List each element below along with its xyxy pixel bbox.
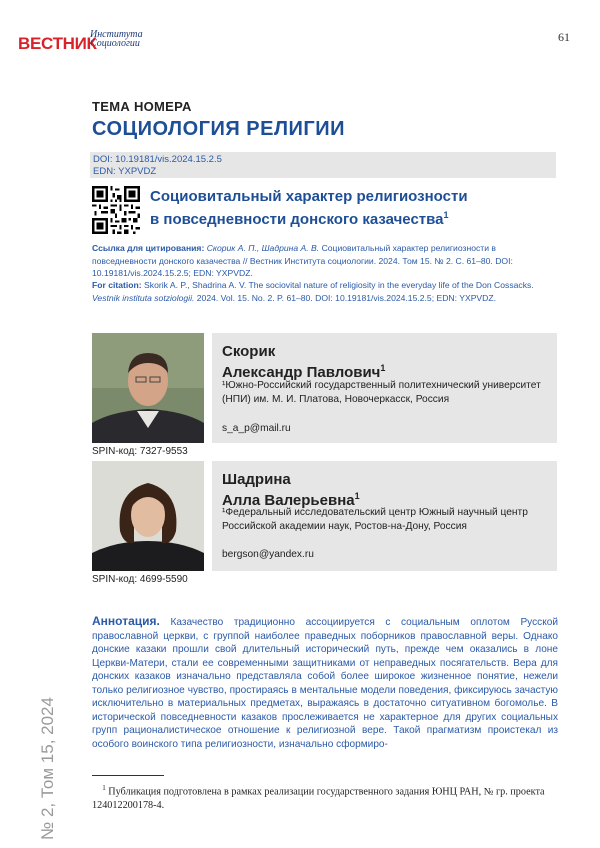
citation-english [92,279,562,304]
citation-ru-text: Социовитальный характер религиозности в повседневности донского казачества // Вестник Института социологии. 2024. Том 15. № 2. С. 61–80. DOI: 10.19181/vis.2024.15.2.5; EDN: YXPVDZ. [92,243,513,278]
logo-sub-line-1: Института [90,29,143,40]
logo-main-text: ВЕСТНИК [18,34,97,53]
author-email[interactable]: s_a_p@mail.ru [222,423,291,434]
qr-code-icon [92,186,140,234]
author-given-name: Алла Валерьевна [222,492,355,509]
author-surname: Шадрина [222,471,291,488]
footnote-divider [92,775,164,776]
theme-label: ТЕМА НОМЕРА [92,99,192,114]
footnote [92,781,558,813]
author-spin-code: SPIN-код: 4699-5590 [92,574,188,585]
author-info-box [212,333,557,443]
footnote-text: Публикация подготовлена в рамках реализации государственного задания ЮНЦ РАН, № гр. проекта 124012200178-4. [92,786,545,812]
author-affiliation-mark: 1 [380,363,386,373]
footnote-mark: 1 [102,784,106,792]
abstract-text: Казачество традиционно ассоциируется с социальным оплотом Русской православной церкви, с группой наиболее праведных поборников православной веры. Однако донские казаки прошли свой длительный исторический путь, прежде чем оказались в лоне Церкви-Матери, стали ее современными защитниками от неправедных посягательств. Вера для донских казаков изначально представляла собой более широкое жизненное понятие, нежели только религиозное чувство, простираясь в ментальные модели поведения, фиксируюсь зачастую исключительно в материальных предметах, выражаясь в достаточно ситуативном богомолье. В исторической повседневности казаков прослеживается не характерное для других социальных групп рационалистическое отношение к религиозной вере. Такой прагматизм проистекал из особого воинского типа религиозности, изначально сформиро- [92,617,558,750]
citation-ru-authors: Скорик А. П., Шадрина А. В. [206,243,320,253]
citation-en-label: For citation: [92,280,142,290]
article-title-line-2: в повседневности донского казачества [150,211,444,228]
citation-en-journal: Vestnik instituta sotziologii. [92,292,195,303]
article-title-line-1: Социовитальный характер религиозности [150,188,468,205]
abstract [92,615,558,751]
author-affiliation: ¹Федеральный исследовательский центр Южный научный центр Российской академии наук, Ростов-на-Дону, Россия [222,507,528,532]
author-spin-code: SPIN-код: 7327-9553 [92,446,188,457]
citation-en-text-pre: Skorik A. P., Shadrina A. V. The sociovital nature of religiosity in the everyday life of the Don Cossacks. [144,280,534,290]
citation-russian [92,242,562,280]
abstract-label: Аннотация. [92,614,160,628]
author-photo [92,333,204,443]
doi-link[interactable]: DOI: 10.19181/vis.2024.15.2.5 [93,154,222,165]
author-surname: Скорик [222,343,276,360]
author-affiliation-mark: 1 [354,491,360,501]
doi-box [90,152,556,178]
page-number: 61 [558,30,570,44]
logo-sub-line-2: Социологии [90,38,140,49]
author-affiliation: ¹Южно-Российский государственный политехнический университет (НПИ) им. М. И. Платова, Новочеркасск, Россия [222,380,541,405]
journal-logo [18,30,158,56]
author-photo [92,461,204,571]
issue-vertical-label [38,650,58,840]
author-given-name: Александр Павлович [222,364,381,381]
title-footnote-mark[interactable]: 1 [443,210,449,220]
article-title [150,188,550,229]
author-name [222,471,360,509]
citation-ru-label: Ссылка для цитирования: [92,243,205,253]
author-email[interactable]: bergson@yandex.ru [222,549,314,560]
theme-title: СОЦИОЛОГИЯ РЕЛИГИИ [92,118,345,140]
edn-text: EDN: YXPVDZ [93,166,157,177]
author-info-box [212,461,557,571]
author-name [222,343,385,381]
citation-en-text-post: 2024. Vol. 15. No. 2. P. 61–80. DOI: 10.19181/vis.2024.15.2.5; EDN: YXPVDZ. [196,292,497,303]
logo-sub-text [90,30,143,48]
issue-vertical-text: № 2, Том 15, 2024 [38,697,57,840]
